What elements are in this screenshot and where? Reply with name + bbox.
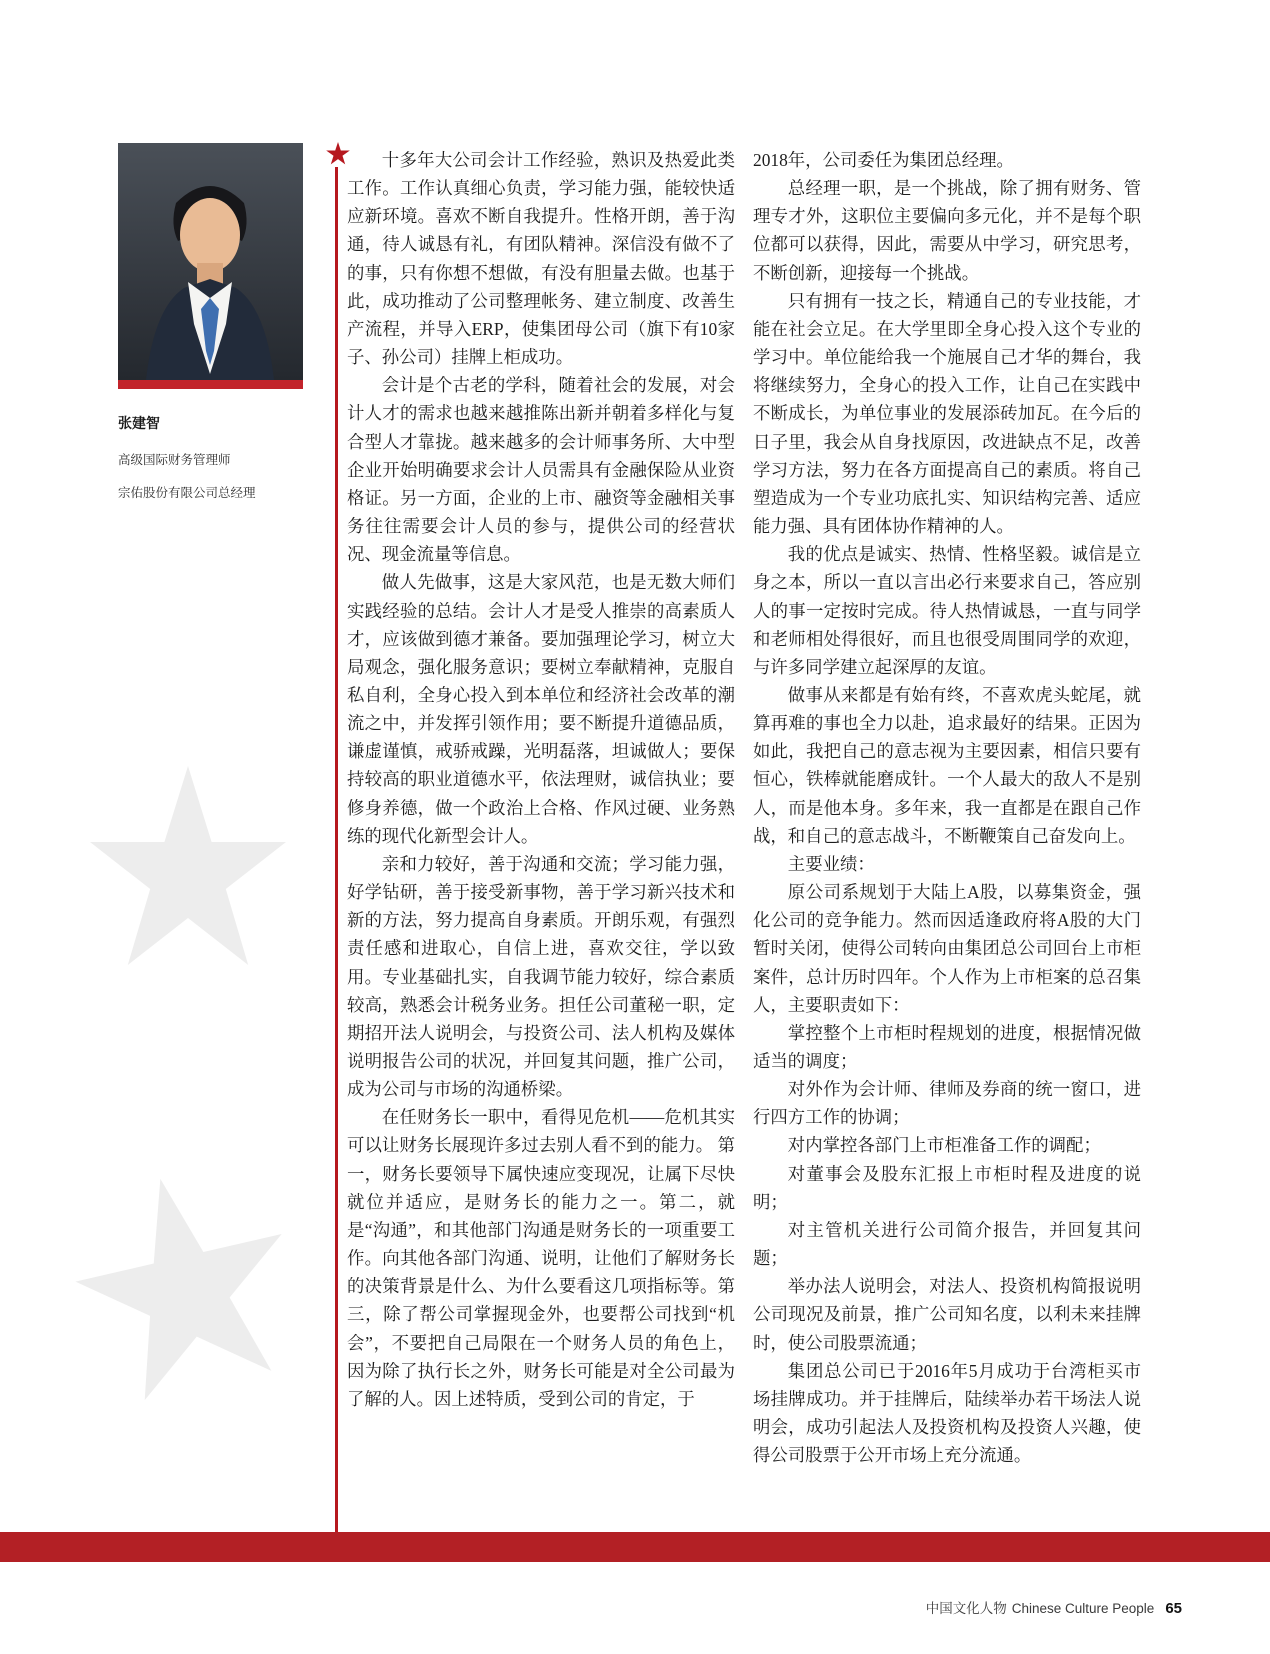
- paragraph: 对董事会及股东汇报上市柜时程及进度的说明；: [753, 1163, 1141, 1212]
- paragraph: 只有拥有一技之长，精通自己的专业技能，才能在社会立足。在大学里即全身心投入这个专业的学习中。单位能给我一个施展自己才华的舞台，我将继续努力，全身心的投入工作，让自己在实践中不断成长，为单位事业的发展添砖加瓦。在今后的日子里，我会从自身找原因，改进缺点不足，改善学习方法，努力在各方面提高自己的素质。将自己塑造成为一个专业功底扎实、知识结构完善、适应能力强、具有团体协作精神的人。: [753, 290, 1141, 537]
- paragraph: 对主管机关进行公司简介报告，并回复其问题；: [753, 1219, 1141, 1269]
- watermark-star-icon: [55, 1155, 317, 1426]
- portrait-caption: [118, 413, 256, 516]
- vertical-rule: [335, 167, 338, 1532]
- person-title-1: 高级国际财务管理师: [118, 453, 231, 467]
- paragraph: 主要业绩：: [787, 853, 875, 874]
- paragraph: 十多年大公司会计工作经验，熟识及热爱此类工作。工作认真细心负责，学习能力强，能较快适应新环境。喜欢不断自我提升。性格开朗，善于沟通，待人诚恳有礼，有团队精神。深信没有做不了的事，只有你想不想做，有没有胆量去做。也基于此，成功推动了公司整理帐务、建立制度、改善生产流程，并导入ERP，使集团母公司（旗下有10家子、孙公司）挂牌上柜成功。: [347, 150, 735, 368]
- bottom-red-bar: [0, 1532, 1270, 1562]
- footer-brand-en: Chinese Culture People: [1011, 1601, 1155, 1616]
- portrait-photo: [118, 143, 303, 389]
- paragraph: 集团总公司已于2016年5月成功于台湾柜买市场挂牌成功。并于挂牌后，陆续举办若干场法人说明会，成功引起法人及投资机构及投资人兴趣，使得公司股票于公开市场上充分流通。: [753, 1360, 1141, 1466]
- page-footer: [926, 1597, 1182, 1617]
- footer-brand-cn: 中国文化人物: [925, 1601, 1007, 1616]
- paragraph: 2018年，公司委任为集团总经理。: [753, 150, 1014, 170]
- paragraph: 原公司系规划于大陆上A股，以募集资金，强化公司的竞争能力。然而因适逢政府将A股的大门暂时关闭，使得公司转向由集团总公司回台上市柜案件，总计历时四年。个人作为上市柜案的总召集人，主要职责如下：: [753, 882, 1141, 1015]
- paragraph: 举办法人说明会，对法人、投资机构简报说明公司现况及前景，推广公司知名度，以利未来挂牌时，使公司股票流通；: [753, 1276, 1141, 1353]
- paragraph: 会计是个古老的学科，随着社会的发展，对会计人才的需求也越来越推陈出新并朝着多样化与复合型人才靠拢。越来越多的会计师事务所、大中型企业开始明确要求会计人员需具有金融保险从业资格证。另一方面，企业的上市、融资等金融相关事务往往需要会计人员的参与，提供公司的经营状况、现金流量等信息。: [347, 375, 735, 565]
- portrait-illustration: [118, 143, 303, 380]
- person-title-2: 宗佑股份有限公司总经理: [118, 486, 256, 500]
- paragraph: 对内掌控各部门上市柜准备工作的调配；: [787, 1135, 1101, 1156]
- person-name: 张建智: [118, 415, 160, 431]
- article-column-left: [347, 146, 735, 1413]
- article-column-right: [753, 146, 1141, 1469]
- paragraph: 亲和力较好，善于沟通和交流；学习能力强，好学钻研，善于接受新事物，善于学习新兴技术和新的方法，努力提高自身素质。开朗乐观，有强烈责任感和进取心，自信上进，喜欢交往，学以致用。专业基础扎实，自我调节能力较好，综合素质较高，熟悉会计税务业务。担任公司董秘一职，定期招开法人说明会，与投资公司、法人机构及媒体说明报告公司的状况，并回复其问题，推广公司，成为公司与市场的沟通桥梁。: [347, 853, 735, 1100]
- paragraph: 对外作为会计师、律师及券商的统一窗口，进行四方工作的协调；: [753, 1079, 1141, 1128]
- paragraph: 我的优点是诚实、热情、性格坚毅。诚信是立身之本，所以一直以言出必行来要求自己，答应别人的事一定按时完成。待人热情诚恳，一直与同学和老师相处得很好，而且也很受周围同学的欢迎，与许多同学建立起深厚的友谊。: [753, 544, 1141, 677]
- paragraph: 掌控整个上市柜时程规划的进度，根据情况做适当的调度；: [753, 1022, 1141, 1071]
- paragraph: 在任财务长一职中，看得见危机——危机其实可以让财务长展现许多过去别人看不到的能力。 第一，财务长要领导下属快速应变现况，让属下尽快就位并适应，是财务长的能力之一。第二，就是“沟通”，和其他部门沟通是财务长的一项重要工作。向其他各部门沟通、说明，让他们了解财务长的决策背景是什么、为什么要看这几项指标等。第三，除了帮公司掌握现金外，也要帮公司找到“机会”，不要把自己局限在一个财务人员的角色上，因为除了执行长之外，财务长可能是对全公司最为了解的人。因上述特质，受到公司的肯定，于: [347, 1107, 735, 1409]
- photo-red-strip: [118, 380, 303, 389]
- paragraph: 做人先做事，这是大家风范，也是无数大师们实践经验的总结。会计人才是受人推崇的高素质人才，应该做到德才兼备。要加强理论学习，树立大局观念，强化服务意识；要树立奉献精神，克服自私自利，全身心投入到本单位和经济社会改革的潮流之中，并发挥引领作用；要不断提升道德品质，谦虚谨慎，戒骄戒躁，光明磊落，坦诚做人；要保持较高的职业道德水平，依法理财，诚信执业；要修身养德，做一个政治上合格、作风过硬、业务熟练的现代化新型会计人。: [347, 572, 735, 846]
- paragraph: 做事从来都是有始有终，不喜欢虎头蛇尾，就算再难的事也全力以赴，追求最好的结果。正因为如此，我把自己的意志视为主要因素，相信只要有恒心，铁棒就能磨成针。一个人最大的敌人不是别人，而是他本身。多年来，我一直都是在跟自己作战，和自己的意志战斗，不断鞭策自己奋发向上。: [753, 684, 1141, 846]
- page-number: 65: [1165, 1600, 1182, 1617]
- watermark-star-icon: [88, 766, 288, 980]
- paragraph: 总经理一职，是一个挑战，除了拥有财务、管理专才外，这职位主要偏向多元化，并不是每个职位都可以获得，因此，需要从中学习，研究思考，不断创新，迎接每一个挑战。: [753, 178, 1141, 283]
